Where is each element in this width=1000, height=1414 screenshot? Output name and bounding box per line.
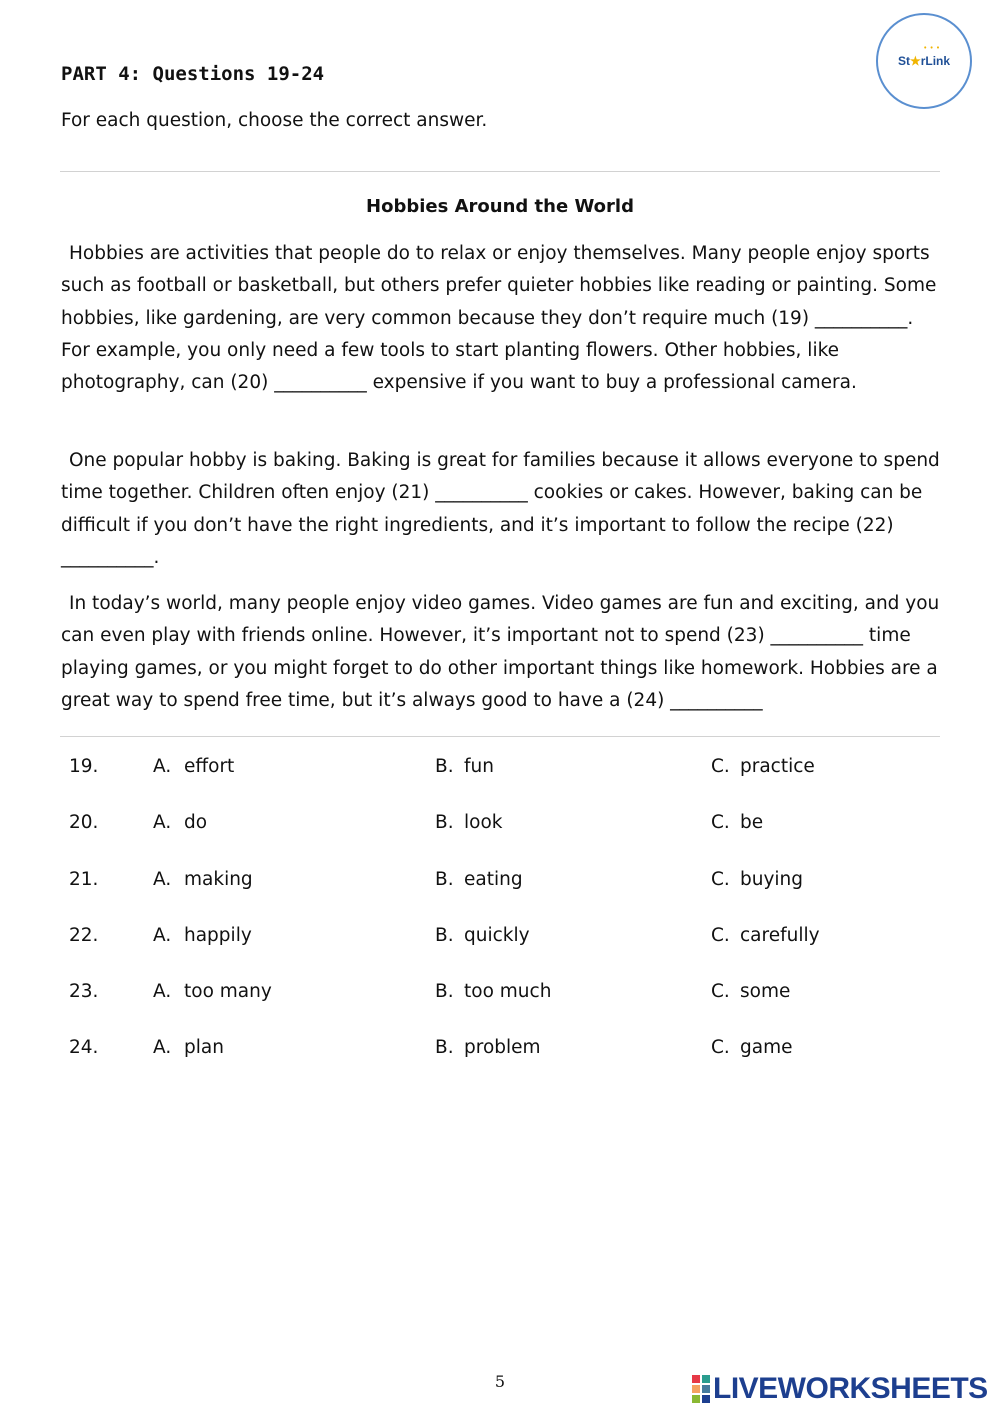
question-row	[69, 981, 949, 1037]
option-b-letter: B.	[435, 981, 454, 1003]
question-row	[69, 812, 949, 868]
option-b-letter: B.	[435, 756, 454, 777]
logo-block	[702, 1395, 710, 1403]
option-c[interactable]: buying	[740, 868, 804, 890]
logo-block	[702, 1375, 710, 1383]
option-b-letter: B.	[435, 868, 454, 890]
logo-stars-icon: • • •	[923, 45, 941, 52]
question-number: 23.	[69, 981, 99, 1003]
option-b-letter: B.	[435, 924, 454, 946]
option-a[interactable]: effort	[184, 756, 235, 777]
option-c-letter: C.	[711, 1037, 730, 1059]
logo-block	[692, 1385, 700, 1393]
question-number: 19.	[69, 756, 99, 777]
logo-block	[702, 1385, 710, 1393]
option-c[interactable]: practice	[740, 756, 815, 777]
starlink-logo-text: • • • St★rLink	[897, 45, 951, 68]
part-title: PART 4: Questions 19-24	[61, 63, 325, 85]
option-b-letter: B.	[435, 1037, 454, 1059]
option-a[interactable]: happily	[184, 924, 252, 946]
page-number: 5	[494, 1372, 506, 1391]
logo-block	[692, 1395, 700, 1403]
question-options-list	[69, 756, 949, 1094]
logo-block	[692, 1375, 700, 1383]
option-a[interactable]: do	[184, 812, 208, 834]
question-number: 24.	[69, 1037, 99, 1059]
option-a[interactable]: making	[184, 868, 253, 890]
liveworksheets-blocks-icon	[692, 1375, 710, 1403]
option-a-letter: A.	[153, 1037, 172, 1059]
question-row	[69, 1037, 949, 1093]
option-b[interactable]: quickly	[464, 924, 530, 946]
option-b-letter: B.	[435, 812, 454, 834]
question-number: 22.	[69, 924, 99, 946]
option-b[interactable]: problem	[464, 1037, 541, 1059]
option-c-letter: C.	[711, 981, 730, 1003]
liveworksheets-logo	[692, 1374, 988, 1404]
option-b[interactable]: fun	[464, 756, 494, 777]
option-a-letter: A.	[153, 812, 172, 834]
passage-paragraph-2: One popular hobby is baking. Baking is great for families because it allows everyone to spend time together. Children often enjoy (21) __________ cookies or cakes. However, baking can be difficult if you don’t have the right ingredients, and it’s important to follow the recipe (22) __________.	[61, 450, 940, 568]
option-a-letter: A.	[153, 868, 172, 890]
option-a-letter: A.	[153, 756, 172, 777]
instruction-text: For each question, choose the correct answer.	[61, 110, 488, 131]
option-c-letter: C.	[711, 756, 730, 777]
option-a-letter: A.	[153, 924, 172, 946]
option-b[interactable]: too much	[464, 981, 552, 1003]
option-b[interactable]: look	[464, 812, 503, 834]
option-a[interactable]: too many	[184, 981, 272, 1003]
option-c-letter: C.	[711, 868, 730, 890]
passage-paragraph-3: In today’s world, many people enjoy video games. Video games are fun and exciting, and you can even play with friends online. However, it’s important not to spend (23) __________ time playing games, or you might forget to do other important things like homework. Hobbies are a great way to spend free time, but it’s always good to have a (24) __________	[61, 593, 940, 711]
passage-paragraph-1: Hobbies are activities that people do to relax or enjoy themselves. Many people enjoy sports such as football or basketball, but others prefer quieter hobbies like reading or painting. Some hobbies, like gardening, are very common because they don’t require much (19) __________. For example, you only need a few tools to start planting flowers. Other hobbies, like photography, can (20) __________ expensive if you want to buy a professional camera.	[61, 243, 937, 394]
option-a-letter: A.	[153, 981, 172, 1003]
option-c[interactable]: carefully	[740, 924, 820, 946]
option-a[interactable]: plan	[184, 1037, 224, 1059]
option-c[interactable]: some	[740, 981, 791, 1003]
option-c[interactable]: game	[740, 1037, 793, 1059]
star-icon: ★	[909, 54, 921, 68]
divider-bottom	[60, 736, 940, 737]
question-number: 20.	[69, 812, 99, 834]
question-row	[69, 869, 949, 925]
option-c[interactable]: be	[740, 812, 764, 834]
liveworksheets-brand: LIVEWORKSHEETS	[713, 1372, 988, 1405]
option-b[interactable]: eating	[464, 868, 523, 890]
divider-top	[60, 171, 940, 172]
option-c-letter: C.	[711, 812, 730, 834]
question-row	[69, 925, 949, 981]
option-c-letter: C.	[711, 924, 730, 946]
passage-title: Hobbies Around the World	[366, 196, 634, 217]
question-number: 21.	[69, 868, 99, 890]
starlink-logo	[876, 13, 972, 109]
question-row	[69, 756, 949, 812]
